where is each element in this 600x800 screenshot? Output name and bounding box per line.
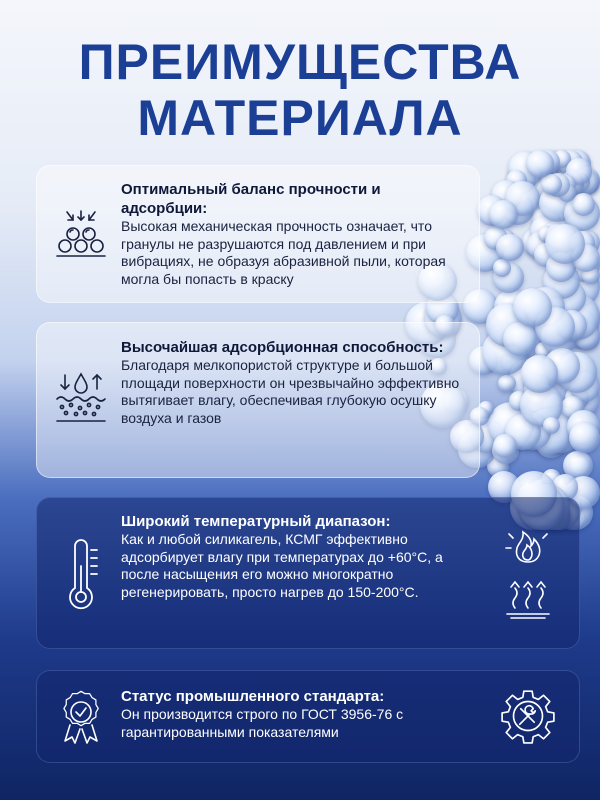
feature-heading: Статус промышленного стандарта: xyxy=(121,688,385,705)
title-line-2: МАТЕРИАЛА xyxy=(137,90,463,146)
gear-tools-icon xyxy=(499,687,557,745)
feature-description: Он производится строго по ГОСТ 3956-76 с гарантированными показателями xyxy=(121,706,404,740)
feature-description: Как и любой силикагель, КСМГ эффективно адсорбирует влагу при температурах до +60°С, а после насыщения его можно многократно регенерировать, просто нагрев до 150-200°С. xyxy=(121,531,443,600)
bead xyxy=(521,355,559,393)
bead xyxy=(498,375,516,393)
feature-card-strength xyxy=(36,165,480,303)
bead xyxy=(526,150,554,178)
title-line-1: ПРЕИМУЩЕСТВА xyxy=(78,34,522,90)
bead xyxy=(569,422,600,453)
fire-icon xyxy=(503,524,553,564)
feature-text-block xyxy=(121,687,469,741)
feature-heading: Оптимальный баланс прочности и адсорбции: xyxy=(121,181,381,217)
thermometer-icon xyxy=(53,536,109,616)
feature-text-block xyxy=(121,338,465,427)
feature-card-temperature xyxy=(36,497,580,649)
feature-text-block xyxy=(121,512,459,601)
feature-card-standard xyxy=(36,670,580,763)
feature-card-adsorption xyxy=(36,322,480,478)
moisture-absorption-icon xyxy=(53,371,109,427)
bead xyxy=(489,200,518,229)
feature-description: Благодаря мелкопористой структуре и большой площади поверхности он чрезвычайно эффективно вытягивает влагу, обеспечивая глубокую осушку воздуха и газов xyxy=(121,357,460,426)
bead xyxy=(496,234,523,261)
feature-description: Высокая механическая прочность означает, что гранулы не разрушаются под давлением и при вибрациях, не образуя абразивной пыли, которая могла бы попасть в краску xyxy=(121,218,446,287)
quality-badge-icon xyxy=(53,689,109,745)
feature-heading: Широкий температурный диапазон: xyxy=(121,513,391,530)
feature-text-block xyxy=(121,180,465,288)
bead xyxy=(503,322,537,356)
bead xyxy=(493,259,511,277)
feature-heading: Высочайшая адсорбционная способность: xyxy=(121,339,444,356)
heat-waves-icon xyxy=(503,578,553,622)
bead xyxy=(543,417,560,434)
page-title xyxy=(0,34,600,146)
beads-pressure-icon xyxy=(53,208,109,264)
